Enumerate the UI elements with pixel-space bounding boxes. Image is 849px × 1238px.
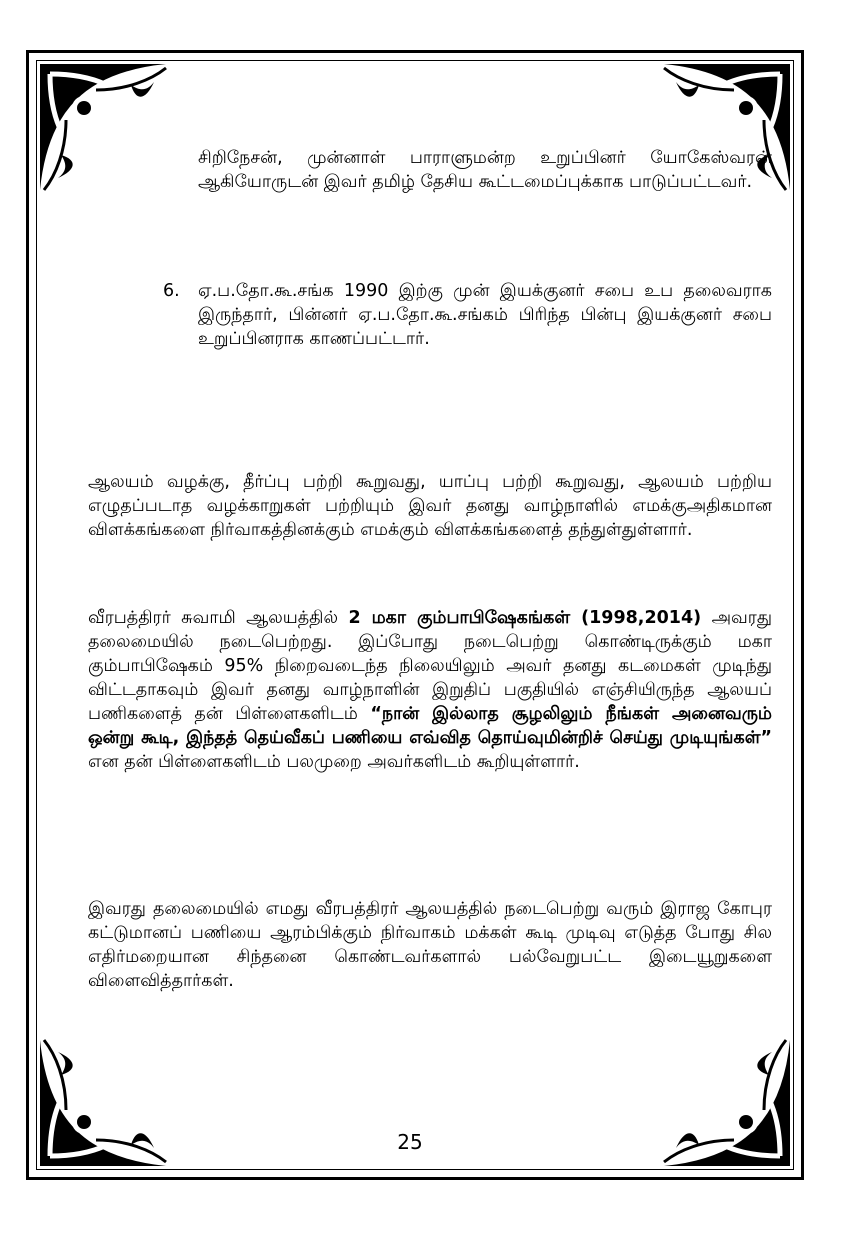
list-item-text: ஏ.ப.தோ.கூ.சங்க 1990 இற்கு முன் இயக்குனர் சபை உப தலைவராக இருந்தார், பின்னர் ஏ.ப.தோ.கூ.சங்கம் பிரிந்த பின்பு இயக்குனர் சபை உறுப்பினராக காணப்பட்டார். — [198, 281, 772, 349]
paragraph-2-part-1: வீரபத்திரர் சுவாமி ஆலயத்தில் — [88, 608, 349, 628]
paragraph-1: ஆலயம் வழக்கு, தீர்ப்பு பற்றி கூறுவது, யாப்பு பற்றி கூறுவது, ஆலயம் பற்றிய எழுதப்படாத வழக்காறுகள் பற்றியும் இவர் தனது வாழ்நாளில் எமக்குஅதிகமான விளக்கங்களை நிர்வாகத்தினக்கும் எமக்கும் விளக்கங்களைத் தந்துள்துள்ளார். — [88, 472, 772, 540]
corner-ornament-top-left — [36, 60, 176, 200]
continued-list-text: சிறிநேசன், முன்னாள் பாராளுமன்ற உறுப்பினர் யோகேஸ்வரன் ஆகியோருடன் இவர் தமிழ் தேசிய கூட்டமைப்புக்காக பாடுப்பட்டவர். — [198, 148, 772, 192]
paragraph-2-part-2: அவரது தலைமையில் நடைபெற்றது. இப்போது நடைபெற்று கொண்டிருக்கும் மகா கும்பாபிஷேகம் 95% நிறைவடைந்த நிலையிலும் அவர் தனது கடமைகள் முடிந்து விட்டதாகவும் இவர் தனது வாழ்நாளின் இறுதிப் பகுதியில் எஞ்சியிருந்த ஆலயப் பணிகளைத் தன் பிள்ளைகளிடம் — [88, 608, 772, 724]
paragraph-3: இவரது தலைமையில் எமது வீரபத்திரர் ஆலயத்தில் நடைபெற்று வரும் இராஜ கோபுர கட்டுமானப் பணியை ஆரம்பிக்கும் நிர்வாகம் மக்கள் கூடி முடிவு எடுத்த போது சில எதிர்மறையான சிந்தனை கொண்டவர்களால் பல்வேறுபட்ட இடையூறுகளை விளைவித்தார்கள். — [88, 899, 772, 991]
paragraph-2-bold-quote: “நான் இல்லாத சூழலிலும் நீங்கள் அனைவரும் ஒன்று கூடி, இந்தத் தெய்வீகப் பணியை எவ்வித தொய்வுமின்றிச் செய்து முடியுங்கள்” — [88, 704, 772, 748]
paragraph-2-part-3: என தன் பிள்ளைகளிடம் பலமுறை அவர்களிடம் கூறியுள்ளார். — [88, 752, 580, 772]
paragraph-2-bold-1: 2 மகா கும்பாபிஷேகங்கள் (1998,2014) — [348, 608, 702, 628]
paragraph-2 — [88, 606, 772, 774]
list-item-number: 6. — [163, 281, 180, 301]
page-number: 25 — [397, 1130, 423, 1154]
